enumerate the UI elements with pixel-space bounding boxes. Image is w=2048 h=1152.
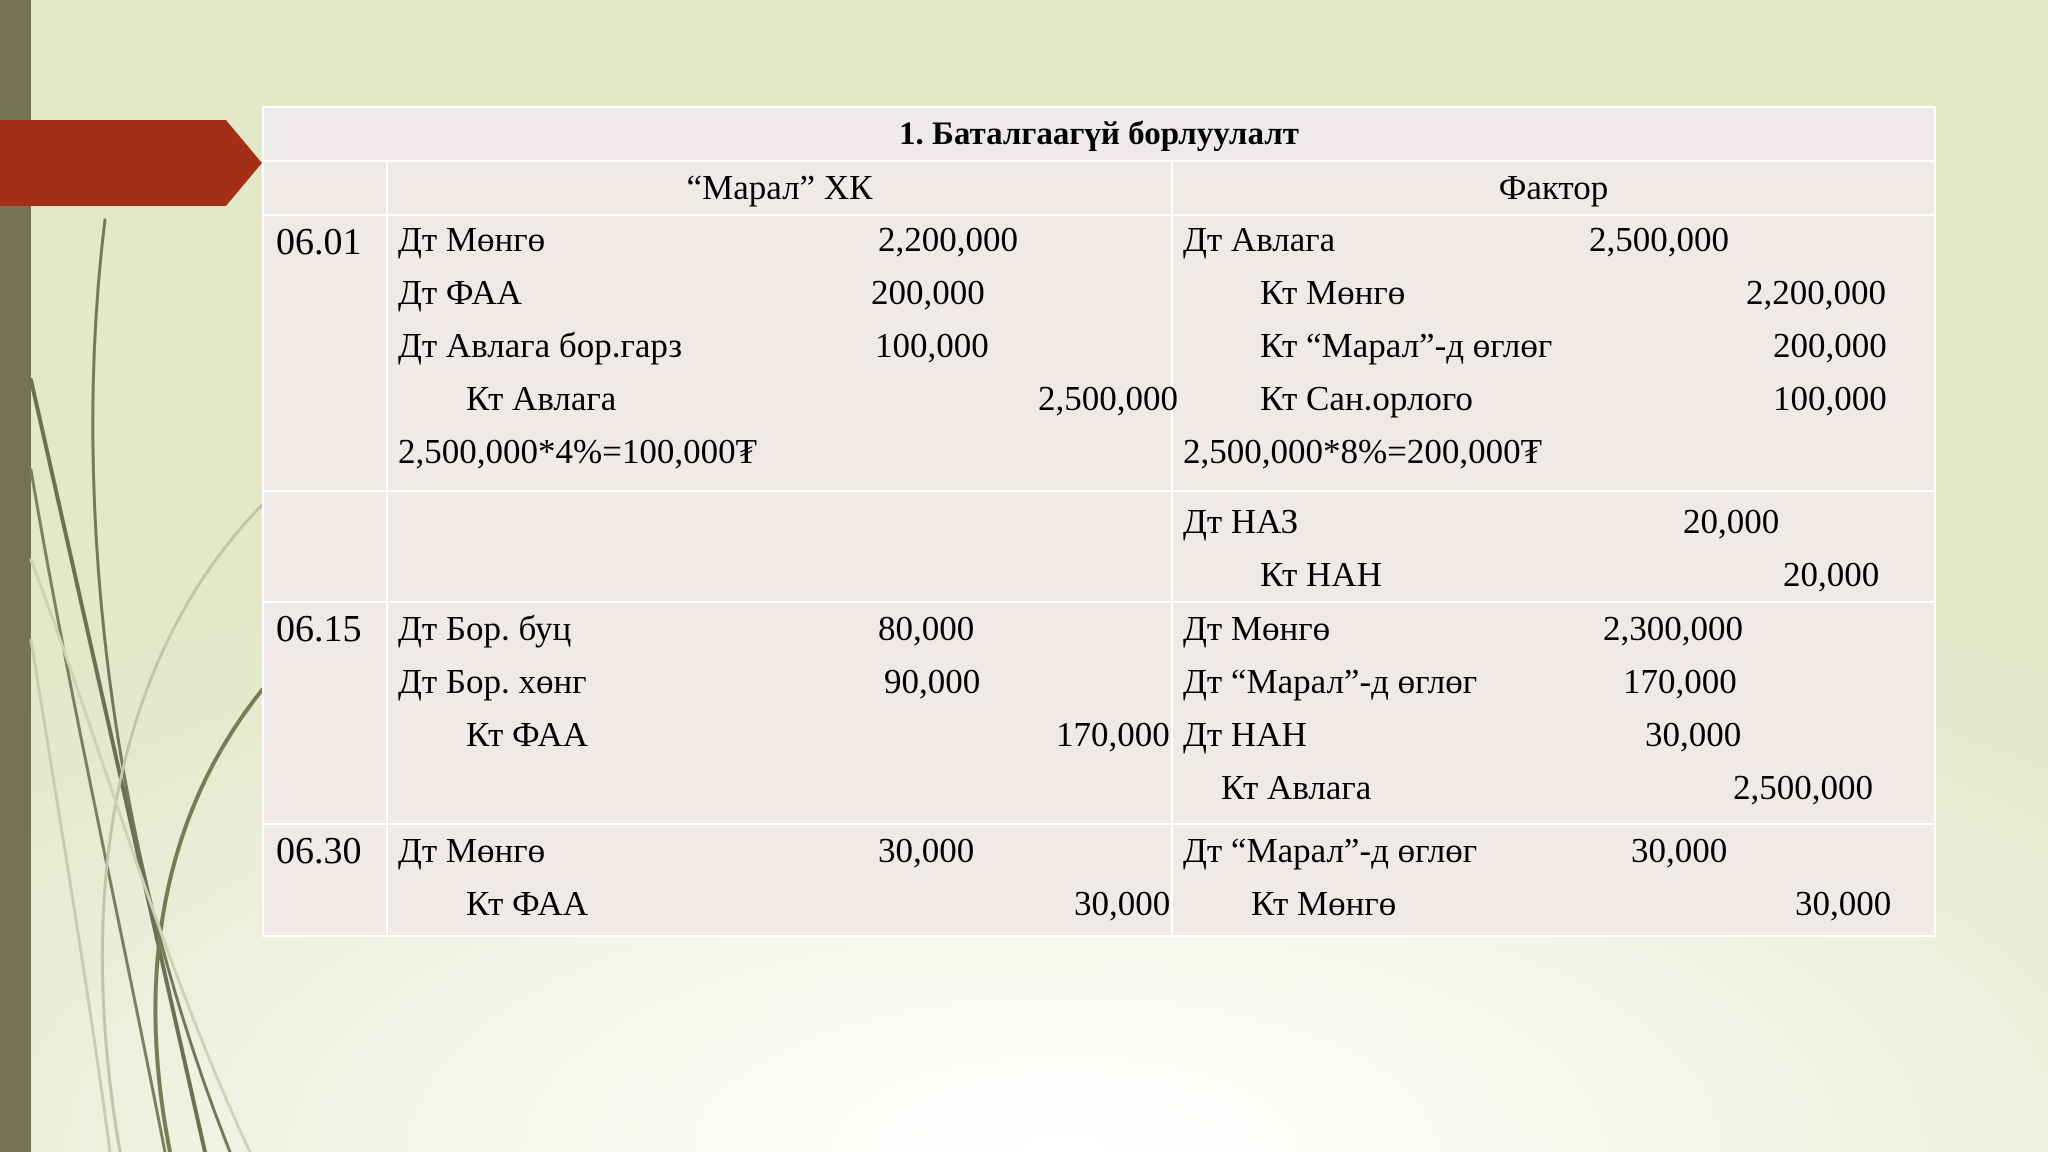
entry-line-amount: 90,000 <box>884 662 981 701</box>
column-header-left: “Марал” ХК <box>387 161 1172 215</box>
right-entries-cell <box>1172 602 1935 824</box>
entry-line-text: Кт ФАА <box>466 715 589 754</box>
right-entries-cell <box>1172 491 1935 602</box>
header-empty-cell <box>263 161 387 215</box>
entry-line-amount: 2,200,000 <box>1746 273 1886 312</box>
entry-line-text: Кт Мөнгө <box>1260 273 1406 312</box>
entry-line-text: Кт ФАА <box>466 884 589 923</box>
entry-date: 06.30 <box>263 824 387 936</box>
left-entries-cell <box>387 824 1172 936</box>
entry-line-text: Дт НАН <box>1183 715 1307 754</box>
column-header-right: Фактор <box>1172 161 1935 215</box>
entry-line-amount: 30,000 <box>1074 884 1171 923</box>
entry-row <box>263 215 1935 491</box>
entry-line-amount: 30,000 <box>878 831 975 870</box>
entry-line-amount: 2,300,000 <box>1603 609 1743 648</box>
entry-line-text: Дт ФАА <box>398 273 522 312</box>
entry-line-amount: 20,000 <box>1683 502 1780 541</box>
entry-line-text: 2,500,000*8%=200,000₮ <box>1183 432 1543 471</box>
entry-line-amount: 170,000 <box>1623 662 1737 701</box>
entry-date <box>263 491 387 602</box>
entry-line-amount: 2,200,000 <box>878 220 1018 259</box>
entry-line-amount: 80,000 <box>878 609 975 648</box>
entry-line-amount: 30,000 <box>1645 715 1742 754</box>
left-entries-cell <box>387 491 1172 602</box>
entry-line-text: Дт Мөнгө <box>398 831 546 870</box>
journal-entries-table <box>262 106 1936 937</box>
entry-line-text: Дт “Марал”-д өглөг <box>1183 662 1478 701</box>
entry-line-text: Кт “Марал”-д өглөг <box>1260 326 1553 365</box>
entry-line-amount: 170,000 <box>1056 715 1170 754</box>
table-title: 1. Баталгаагүй борлуулалт <box>263 107 1935 161</box>
entry-line-amount: 30,000 <box>1631 831 1728 870</box>
entry-line-amount: 100,000 <box>875 326 989 365</box>
entry-line-text: Дт НАЗ <box>1183 502 1299 541</box>
entry-line-text: Дт Мөнгө <box>398 220 546 259</box>
header-row <box>263 161 1935 215</box>
entry-line-amount: 2,500,000 <box>1038 379 1178 418</box>
entry-line-amount: 200,000 <box>871 273 985 312</box>
entry-row <box>263 824 1935 936</box>
entry-line-text: Дт “Марал”-д өглөг <box>1183 831 1478 870</box>
entry-line-text: 2,500,000*4%=100,000₮ <box>398 432 758 471</box>
entry-line-text: Кт НАН <box>1260 555 1382 594</box>
entry-line-amount: 20,000 <box>1783 555 1880 594</box>
right-entries-cell <box>1172 215 1935 491</box>
entry-line-text: Дт Бор. хөнг <box>398 662 587 701</box>
entry-line-amount: 2,500,000 <box>1733 768 1873 807</box>
entry-line-text: Кт Авлага <box>466 379 617 418</box>
red-pentagon-tab <box>0 120 264 206</box>
entry-line-amount: 200,000 <box>1773 326 1887 365</box>
entry-line-text: Дт Мөнгө <box>1183 609 1331 648</box>
entry-date: 06.01 <box>263 215 387 491</box>
entry-line-amount: 2,500,000 <box>1589 220 1729 259</box>
right-entries-cell <box>1172 824 1935 936</box>
entry-line-amount: 100,000 <box>1773 379 1887 418</box>
entry-line-text: Дт Авлага бор.гарз <box>398 326 683 365</box>
entry-line-text: Дт Бор. буц <box>398 609 572 648</box>
entry-date: 06.15 <box>263 602 387 824</box>
title-row <box>263 107 1935 161</box>
entry-row <box>263 491 1935 602</box>
entry-line-text: Дт Авлага <box>1183 220 1336 259</box>
entry-line-text: Кт Мөнгө <box>1251 884 1397 923</box>
entry-row <box>263 602 1935 824</box>
left-entries-cell <box>387 215 1178 491</box>
entry-line-amount: 30,000 <box>1795 884 1892 923</box>
entry-line-text: Кт Авлага <box>1221 768 1372 807</box>
left-entries-cell <box>387 602 1172 824</box>
entry-line-text: Кт Сан.орлого <box>1260 379 1473 418</box>
